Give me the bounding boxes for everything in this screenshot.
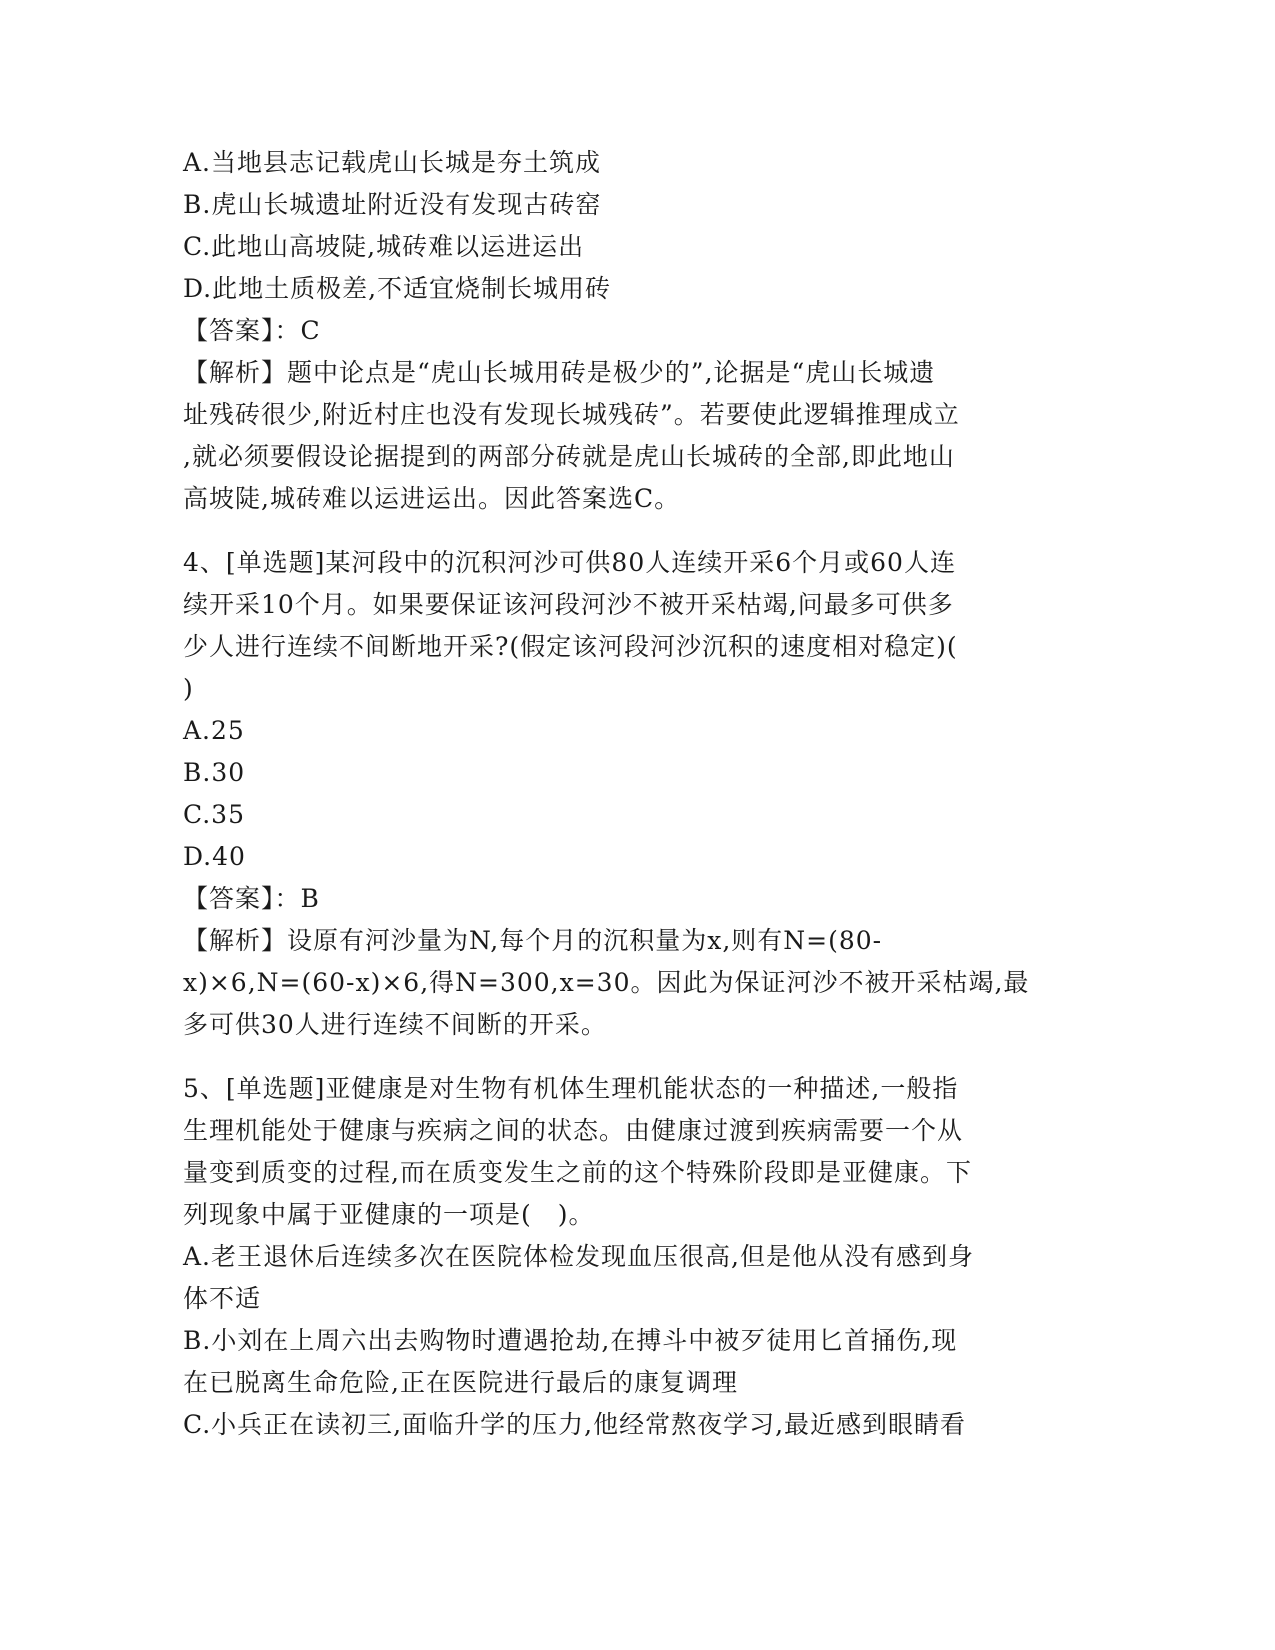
question-4-answer: 【答案】：B: [183, 884, 320, 913]
option-line: C.小兵正在读初三,面临升学的压力,他经常熬夜学习,最近感到眼睛看: [183, 1410, 967, 1439]
question-3-analysis: [183, 352, 1083, 520]
question-5-stem: [183, 1068, 1083, 1236]
analysis-line: x)×6,N=(60-x)×6,得N=300,x=30。因此为保证河沙不被开采枯竭,最: [183, 968, 1030, 997]
question-5-options: [183, 1236, 1083, 1446]
option-line: 在已脱离生命危险,正在医院进行最后的康复调理: [183, 1368, 738, 1397]
option-line: 体不适: [183, 1284, 262, 1313]
stem-line: 生理机能处于健康与疾病之间的状态。由健康过渡到疾病需要一个从: [183, 1116, 964, 1145]
option-a: A.25: [183, 716, 245, 745]
analysis-line: 【解析】设原有河沙量为N,每个月的沉积量为x,则有N=(80-: [183, 926, 883, 955]
analysis-line: 址残砖很少,附近村庄也没有发现长城残砖”。若要使此逻辑推理成立: [183, 400, 960, 429]
stem-line: ): [183, 674, 194, 703]
spacer: [183, 1046, 1083, 1068]
analysis-line: 高坡陡,城砖难以运进运出。因此答案选C。: [183, 484, 681, 513]
option-d: D.此地土质极差,不适宜烧制长城用砖: [183, 274, 612, 303]
question-4-stem: [183, 542, 1083, 710]
question-3-answer: 【答案】：C: [183, 316, 321, 345]
question-4-options: [183, 710, 1083, 878]
option-c: C.此地山高坡陡,城砖难以运进运出: [183, 232, 585, 261]
option-line: B.小刘在上周六出去购物时遭遇抢劫,在搏斗中被歹徒用匕首捅伤,现: [183, 1326, 958, 1355]
question-3-options: [183, 142, 1083, 310]
analysis-line: 【解析】题中论点是“虎山长城用砖是极少的”,论据是“虎山长城遗: [183, 358, 936, 387]
option-d: D.40: [183, 842, 246, 871]
stem-line: 5、[单选题]亚健康是对生物有机体生理机能状态的一种描述,一般指: [183, 1074, 959, 1103]
option-b: B.30: [183, 758, 246, 787]
spacer: [183, 520, 1083, 542]
stem-line: 续开采10个月。如果要保证该河段河沙不被开采枯竭,问最多可供多: [183, 590, 954, 619]
stem-line: 4、[单选题]某河段中的沉积河沙可供80人连续开采6个月或60人连: [183, 548, 956, 577]
option-b: B.虎山长城遗址附近没有发现古砖窑: [183, 190, 602, 219]
analysis-line: 多可供30人进行连续不间断的开采。: [183, 1010, 607, 1039]
option-line: A.老王退休后连续多次在医院体检发现血压很高,但是他从没有感到身: [183, 1242, 974, 1271]
stem-line: 量变到质变的过程,而在质变发生之前的这个特殊阶段即是亚健康。下: [183, 1158, 972, 1187]
option-c: C.35: [183, 800, 245, 829]
stem-line: 少人进行连续不间断地开采?(假定该河段河沙沉积的速度相对稳定)(: [183, 632, 958, 661]
stem-line: 列现象中属于亚健康的一项是( )。: [183, 1200, 595, 1229]
option-a: A.当地县志记载虎山长城是夯土筑成: [183, 148, 602, 177]
analysis-line: ,就必须要假设论据提到的两部分砖就是虎山长城砖的全部,即此地山: [183, 442, 955, 471]
page-content: [183, 142, 1083, 1446]
question-4-analysis: [183, 920, 1083, 1046]
